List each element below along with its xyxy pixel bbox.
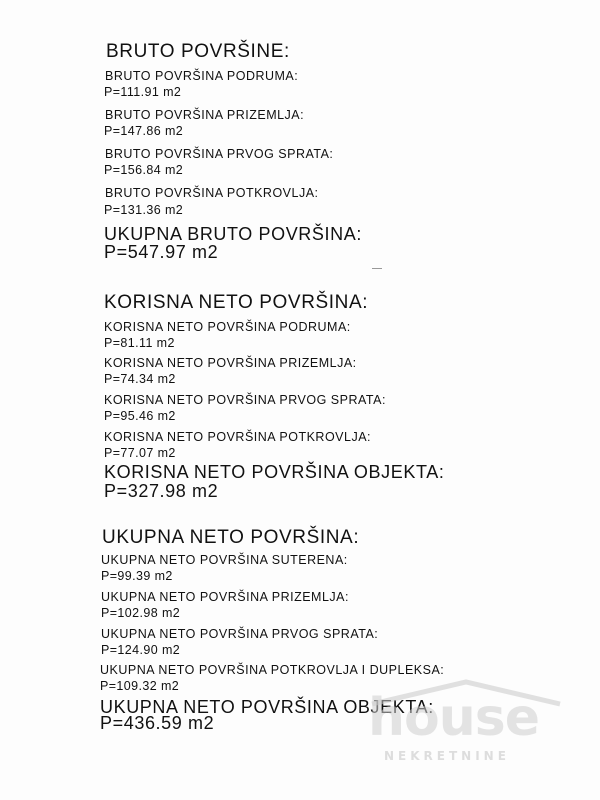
bruto-item-value-potkrovlje: P=131.36 m2 xyxy=(104,203,184,217)
ukupna-total-value: P=436.59 m2 xyxy=(100,713,215,733)
korisna-item-label-prizemlje: KORISNA NETO POVRŠINA PRIZEMLJA: xyxy=(104,356,357,370)
ukupna-total-label: UKUPNA NETO POVRŠINA OBJEKTA: xyxy=(100,697,434,717)
watermark-brand: house xyxy=(368,688,539,748)
korisna-item-value-prizemlje: P=74.34 m2 xyxy=(104,372,176,386)
ukupna-heading: UKUPNA NETO POVRŠINA: xyxy=(102,527,360,548)
korisna-item-label-podrum: KORISNA NETO POVRŠINA PODRUMA: xyxy=(104,320,351,334)
bruto-item-value-prizemlje: P=147.86 m2 xyxy=(104,124,184,138)
ukupna-item-label-potkrovlje: UKUPNA NETO POVRŠINA POTKROVLJA I DUPLEKSA: xyxy=(100,663,445,677)
ukupna-item-label-prvi-sprat: UKUPNA NETO POVRŠINA PRVOG SPRATA: xyxy=(101,627,379,641)
ukupna-item-label-prizemlje: UKUPNA NETO POVRŠINA PRIZEMLJA: xyxy=(101,590,349,604)
bruto-total-value: P=547.97 m2 xyxy=(104,242,219,262)
bruto-heading: BRUTO POVRŠINE: xyxy=(106,41,290,62)
ukupna-item-value-prizemlje: P=102.98 m2 xyxy=(101,606,181,620)
korisna-total-label: KORISNA NETO POVRŠINA OBJEKTA: xyxy=(104,462,445,482)
bruto-item-label-prizemlje: BRUTO POVRŠINA PRIZEMLJA: xyxy=(105,108,305,122)
ukupna-item-value-suteren: P=99.39 m2 xyxy=(101,569,173,583)
divider-mark xyxy=(372,268,382,269)
bruto-item-label-podrum: BRUTO POVRŠINA PODRUMA: xyxy=(105,69,299,83)
bruto-item-label-potkrovlje: BRUTO POVRŠINA POTKROVLJA: xyxy=(105,186,319,200)
korisna-total-value: P=327.98 m2 xyxy=(104,481,219,501)
bruto-total-label: UKUPNA BRUTO POVRŠINA: xyxy=(104,224,362,244)
house-nekretnine-watermark xyxy=(366,686,566,776)
bruto-item-value-prvi-sprat: P=156.84 m2 xyxy=(104,163,184,177)
ukupna-item-value-prvi-sprat: P=124.90 m2 xyxy=(101,643,181,657)
watermark-sub: NEKRETNINE xyxy=(384,749,510,763)
ukupna-item-value-potkrovlje: P=109.32 m2 xyxy=(100,679,180,693)
korisna-item-label-prvi-sprat: KORISNA NETO POVRŠINA PRVOG SPRATA: xyxy=(104,393,386,407)
korisna-item-label-potkrovlje: KORISNA NETO POVRŠINA POTKROVLJA: xyxy=(104,430,372,444)
bruto-item-value-podrum: P=111.91 m2 xyxy=(104,85,182,99)
ukupna-item-label-suteren: UKUPNA NETO POVRŠINA SUTERENA: xyxy=(101,553,348,567)
korisna-heading: KORISNA NETO POVRŠINA: xyxy=(104,292,369,313)
korisna-item-value-prvi-sprat: P=95.46 m2 xyxy=(104,409,176,423)
korisna-item-value-podrum: P=81.11 m2 xyxy=(104,336,175,350)
korisna-item-value-potkrovlje: P=77.07 m2 xyxy=(104,446,176,460)
bruto-item-label-prvi-sprat: BRUTO POVRŠINA PRVOG SPRATA: xyxy=(105,147,334,161)
